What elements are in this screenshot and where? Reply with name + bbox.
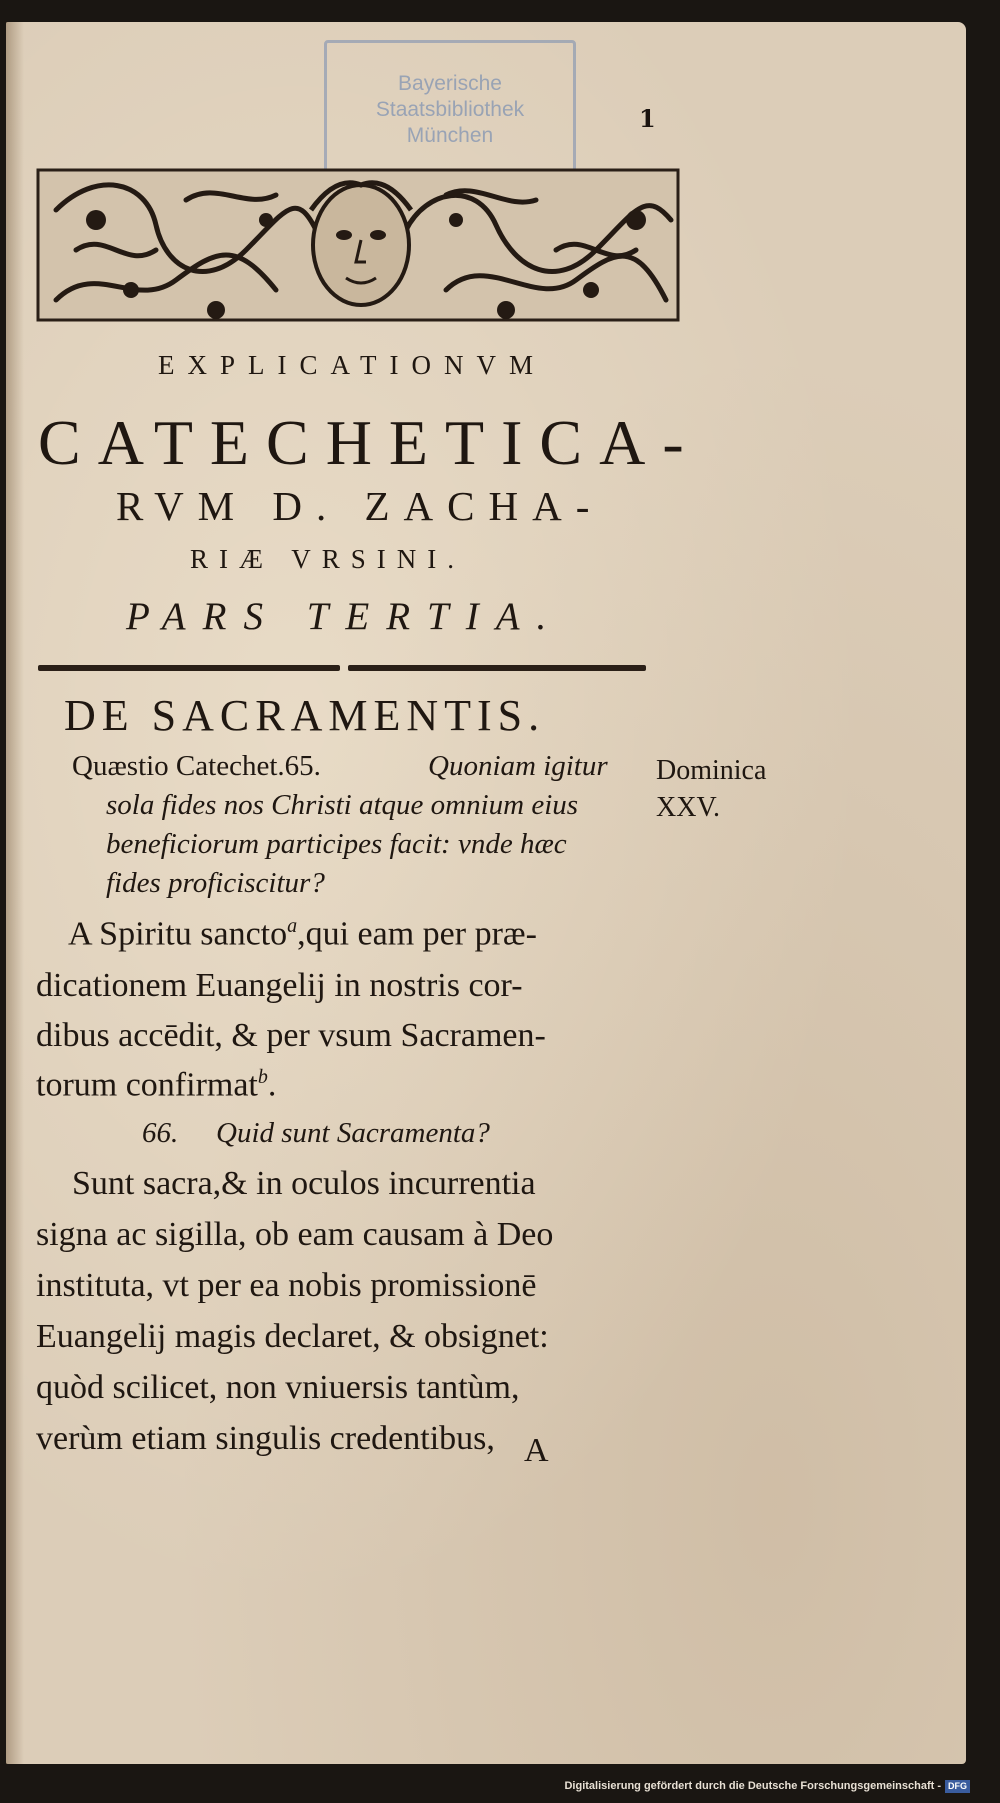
question-66-text: Quid sunt Sacramenta? bbox=[216, 1117, 490, 1149]
answer-65-text: torum confirmat bbox=[36, 1066, 258, 1104]
book-page bbox=[6, 22, 966, 1764]
answer-66-line: Sunt sacra,& in oculos incurrentia bbox=[72, 1165, 536, 1202]
answer-65-text: A Spiritu sancto bbox=[68, 915, 288, 953]
stamp-line: Bayerische bbox=[398, 72, 502, 95]
title-line-3: RVM D. ZACHA- bbox=[116, 483, 604, 529]
question-66-number: 66. bbox=[142, 1117, 179, 1149]
title-line-1: EXPLICATIONVM bbox=[158, 350, 546, 380]
answer-65-text: ,qui eam per præ- bbox=[297, 915, 537, 953]
answer-66-line: verùm etiam singulis credentibus, bbox=[36, 1420, 495, 1457]
margin-note-dominica: Dominica bbox=[656, 755, 767, 786]
answer-65-line-3: dibus accēdit, & per vsum Sacramen- bbox=[36, 1017, 546, 1054]
title-line-5: PARS TERTIA. bbox=[126, 595, 564, 638]
answer-65-line-4 bbox=[36, 1066, 276, 1104]
answer-65-line-2: dicationem Euangelij in nostris cor- bbox=[36, 967, 523, 1004]
stamp-line: München bbox=[406, 124, 494, 147]
dfg-logo: DFG bbox=[945, 1780, 970, 1793]
digitization-credit bbox=[564, 1779, 970, 1793]
title-line-2: CATECHETICA- bbox=[38, 407, 701, 478]
answer-66-line: Euangelij magis declaret, & obsignet: bbox=[36, 1318, 549, 1355]
rule-left bbox=[38, 665, 340, 671]
question-65-label: Quæstio Catechet.65. bbox=[72, 750, 321, 782]
page-gutter-shadow bbox=[6, 22, 24, 1764]
title-line-4: RIÆ VRSINI. bbox=[190, 544, 466, 574]
footnote-a: a bbox=[287, 915, 298, 937]
folio-number: 1 bbox=[639, 104, 656, 133]
question-65-line-3: beneficiorum participes facit: vnde hæc bbox=[106, 828, 567, 860]
answer-65-line-1 bbox=[68, 915, 537, 953]
headpiece-ornament bbox=[36, 150, 686, 338]
catchword: A bbox=[524, 1432, 549, 1469]
footnote-b: b bbox=[257, 1066, 268, 1088]
credit-text: Digitalisierung gefördert durch die Deutsche Forschungsgemeinschaft - bbox=[564, 1780, 941, 1792]
question-65-line-4: fides proficiscitur? bbox=[106, 867, 325, 899]
question-65-line-1: Quoniam igitur bbox=[428, 750, 608, 782]
section-title: DE SACRAMENTIS. bbox=[64, 691, 546, 740]
answer-66-line: instituta, vt per ea nobis promissionē bbox=[36, 1267, 537, 1304]
answer-66-line: signa ac sigilla, ob eam causam à Deo bbox=[36, 1216, 554, 1253]
margin-note-numeral: XXV. bbox=[656, 792, 721, 823]
rule-right bbox=[348, 665, 646, 671]
answer-65-text: . bbox=[267, 1066, 277, 1104]
answer-66-line: quòd scilicet, non vniuersis tantùm, bbox=[36, 1369, 520, 1406]
stamp-line: Staatsbibliothek bbox=[375, 98, 525, 121]
question-65-line-2: sola fides nos Christi atque omnium eius bbox=[106, 789, 579, 821]
